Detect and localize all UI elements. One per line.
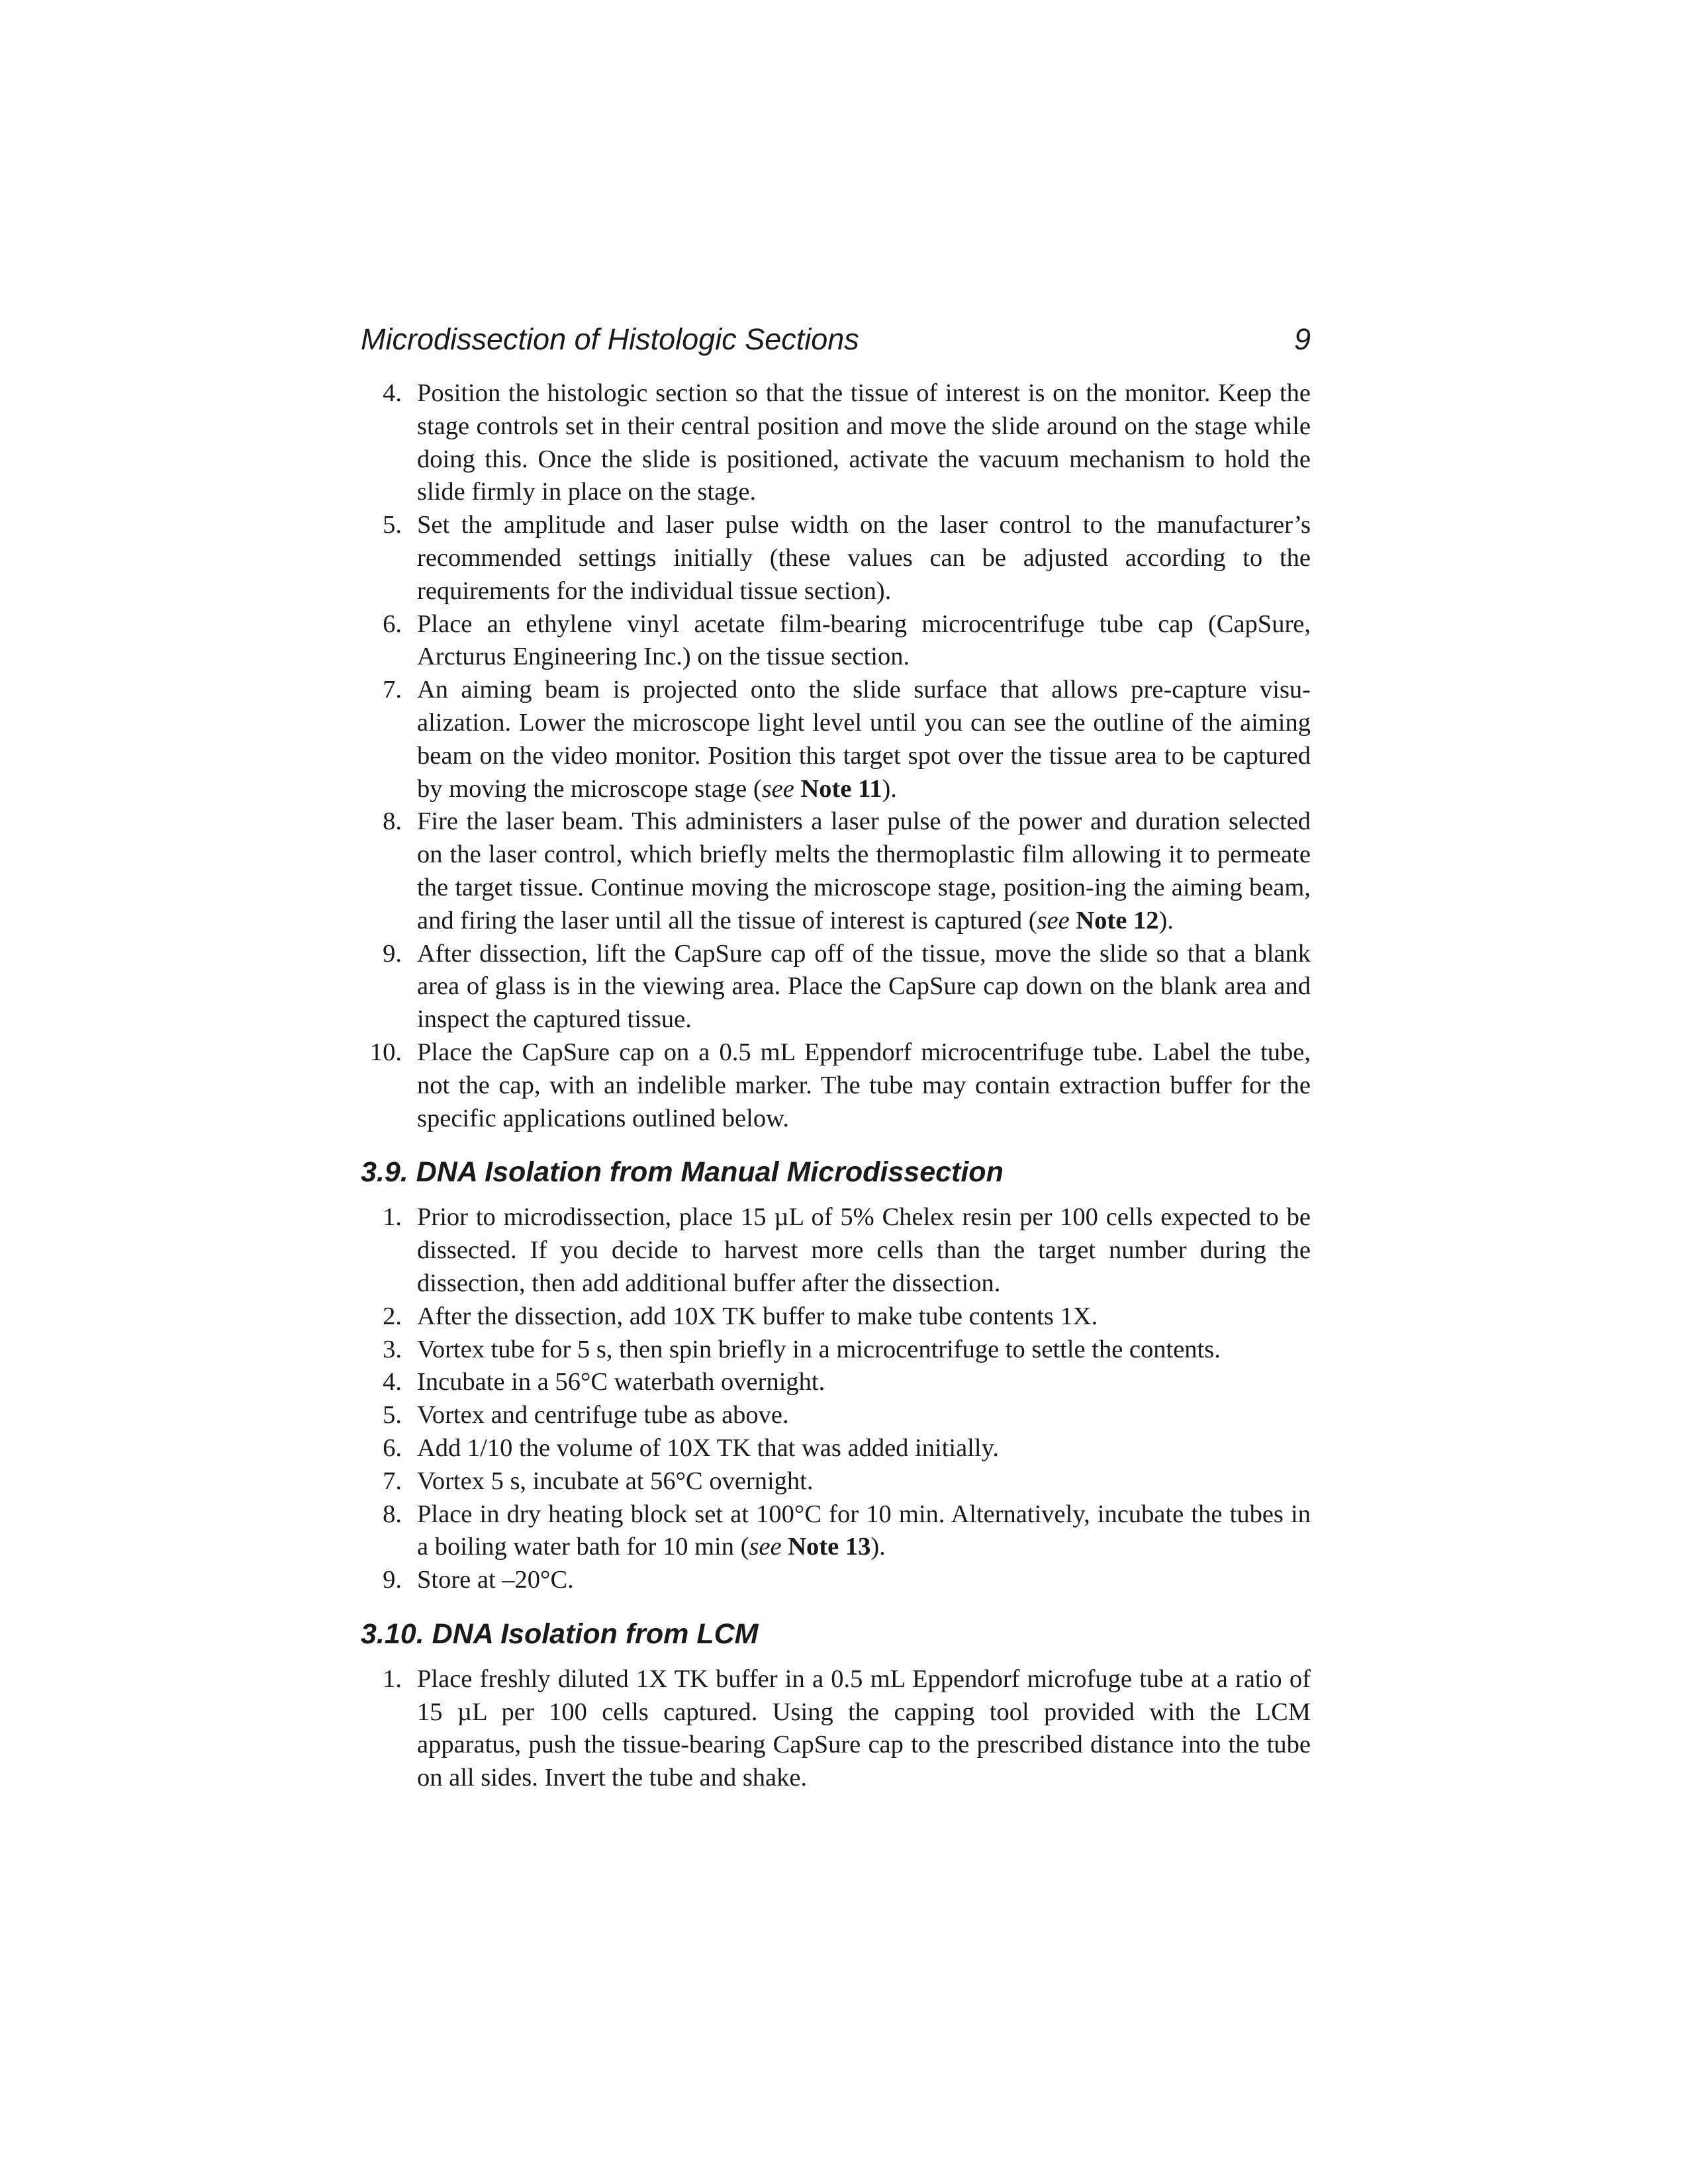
step-text: Vortex tube for 5 s, then spin briefly in a microcentrifuge to settle the contents. xyxy=(417,1335,1221,1363)
list-item xyxy=(361,1300,1311,1334)
list-item xyxy=(361,509,1311,608)
running-head-title: Microdissection of Histologic Sections xyxy=(361,322,859,356)
step-number: 6. xyxy=(383,1433,402,1462)
step-text: After the dissection, add 10X TK buffer to make tube contents 1X. xyxy=(417,1302,1098,1330)
page xyxy=(361,316,1311,1795)
step-number: 8. xyxy=(383,1500,402,1528)
manual-dna-isolation-steps xyxy=(361,1201,1311,1597)
list-item xyxy=(361,1334,1311,1367)
list-item xyxy=(361,1663,1311,1795)
step-text: After dissection, lift the CapSure cap off of the tissue, move the slide so that a blank area of glass is in the viewing area. Place the CapSure cap down on the blank area and inspect the captured tissue. xyxy=(417,939,1311,1034)
list-item xyxy=(361,377,1311,509)
step-text: An aiming beam is projected onto the slide surface that allows pre-capture visu-alization. Lower the microscope light level until you can see the outline of the aiming beam on the video monitor. Position this target spot over the tissue area to be captured by moving the microscope stage ( xyxy=(417,676,1311,803)
step-text: Fire the laser beam. This administers a laser pulse of the power and duration selected on the laser control, which briefly melts the thermoplastic film allowing it to permeate the target tissue. Continue moving the microscope stage, position-ing the aiming beam, and firing the laser until all the tissue of interest is captured ( xyxy=(417,807,1311,934)
list-item xyxy=(361,1399,1311,1432)
step-number: 4. xyxy=(383,379,402,407)
list-item xyxy=(361,1036,1311,1135)
step-text: Store at –20°C. xyxy=(417,1566,574,1594)
step-text: Set the amplitude and laser pulse width on the laser control to the manufacturer’s recommended settings initially (these values can be adjusted according to the requirements for the individual tissue section). xyxy=(417,511,1311,605)
list-item xyxy=(361,1201,1311,1300)
list-item xyxy=(361,805,1311,937)
page-number: 9 xyxy=(1293,322,1311,356)
step-text: Vortex 5 s, incubate at 56°C overnight. xyxy=(417,1467,814,1495)
step-number: 1. xyxy=(383,1664,402,1693)
list-item xyxy=(361,674,1311,805)
step-text: Vortex and centrifuge tube as above. xyxy=(417,1401,789,1430)
section-heading-3-10: 3.10. DNA Isolation from LCM xyxy=(361,1617,759,1650)
note-reference: Note 11 xyxy=(800,774,882,803)
list-item xyxy=(361,1465,1311,1498)
step-number: 5. xyxy=(383,1401,402,1430)
step-number: 6. xyxy=(383,610,402,638)
note-reference: Note 12 xyxy=(1076,906,1159,934)
step-number: 3. xyxy=(383,1335,402,1363)
step-text-tail: ). xyxy=(1158,906,1174,934)
lcm-procedure-steps xyxy=(361,377,1311,1135)
list-item xyxy=(361,938,1311,1036)
see-reference: see xyxy=(761,774,794,803)
step-text: Place the CapSure cap on a 0.5 mL Eppendorf microcentrifuge tube. Label the tube, not the cap, with an indelible marker. The tube may contain extraction buffer for the specific applications outlined below. xyxy=(417,1038,1311,1132)
list-item xyxy=(361,1366,1311,1399)
step-number: 9. xyxy=(383,939,402,968)
note-reference: Note 13 xyxy=(788,1533,871,1561)
step-text: Place in dry heating block set at 100°C for 10 min. Alternatively, incubate the tubes in a boiling water bath for 10 min ( xyxy=(417,1500,1311,1561)
section-heading-3-9: 3.9. DNA Isolation from Manual Microdissection xyxy=(361,1156,1004,1189)
see-reference: see xyxy=(749,1533,782,1561)
step-number: 7. xyxy=(383,1467,402,1495)
step-text: Place freshly diluted 1X TK buffer in a 0.5 mL Eppendorf microfuge tube at a ratio of 15 µL per 100 cells captured. Using the capping tool provided with the LCM apparatus, push the tissue-bearing CapSure cap to the prescribed distance into the tube on all sides. Invert the tube and shake. xyxy=(417,1664,1311,1792)
step-number: 2. xyxy=(383,1302,402,1330)
step-text: Place an ethylene vinyl acetate film-bearing microcentrifuge tube cap (CapSure, Arcturus Engineering Inc.) on the tissue section. xyxy=(417,610,1311,671)
list-item xyxy=(361,1432,1311,1465)
step-text: Prior to microdissection, place 15 µL of 5% Chelex resin per 100 cells expected to be dissected. If you decide to harvest more cells than the target number during the dissection, then add additional buffer after the dissection. xyxy=(417,1203,1311,1297)
list-item xyxy=(361,608,1311,674)
step-text-tail: ). xyxy=(882,774,897,803)
step-number: 9. xyxy=(383,1566,402,1594)
step-number: 1. xyxy=(383,1203,402,1232)
step-number: 7. xyxy=(383,676,402,704)
see-reference: see xyxy=(1037,906,1070,934)
step-text-tail: ). xyxy=(870,1533,886,1561)
step-number: 5. xyxy=(383,511,402,539)
step-text: Position the histologic section so that the tissue of interest is on the monitor. Keep the stage controls set in their central position and move the slide around on the stage while doing this. Once the slide is positioned, activate the vacuum mechanism to hold the slide firmly in place on the stage. xyxy=(417,379,1311,506)
lcm-dna-isolation-steps xyxy=(361,1663,1311,1795)
step-text: Incubate in a 56°C waterbath overnight. xyxy=(417,1368,825,1396)
list-item xyxy=(361,1498,1311,1565)
step-number: 4. xyxy=(383,1368,402,1396)
list-item xyxy=(361,1564,1311,1597)
step-text: Add 1/10 the volume of 10X TK that was added initially. xyxy=(417,1433,999,1462)
step-number: 8. xyxy=(383,807,402,836)
step-number: 10. xyxy=(369,1038,402,1066)
running-head xyxy=(361,316,1311,363)
